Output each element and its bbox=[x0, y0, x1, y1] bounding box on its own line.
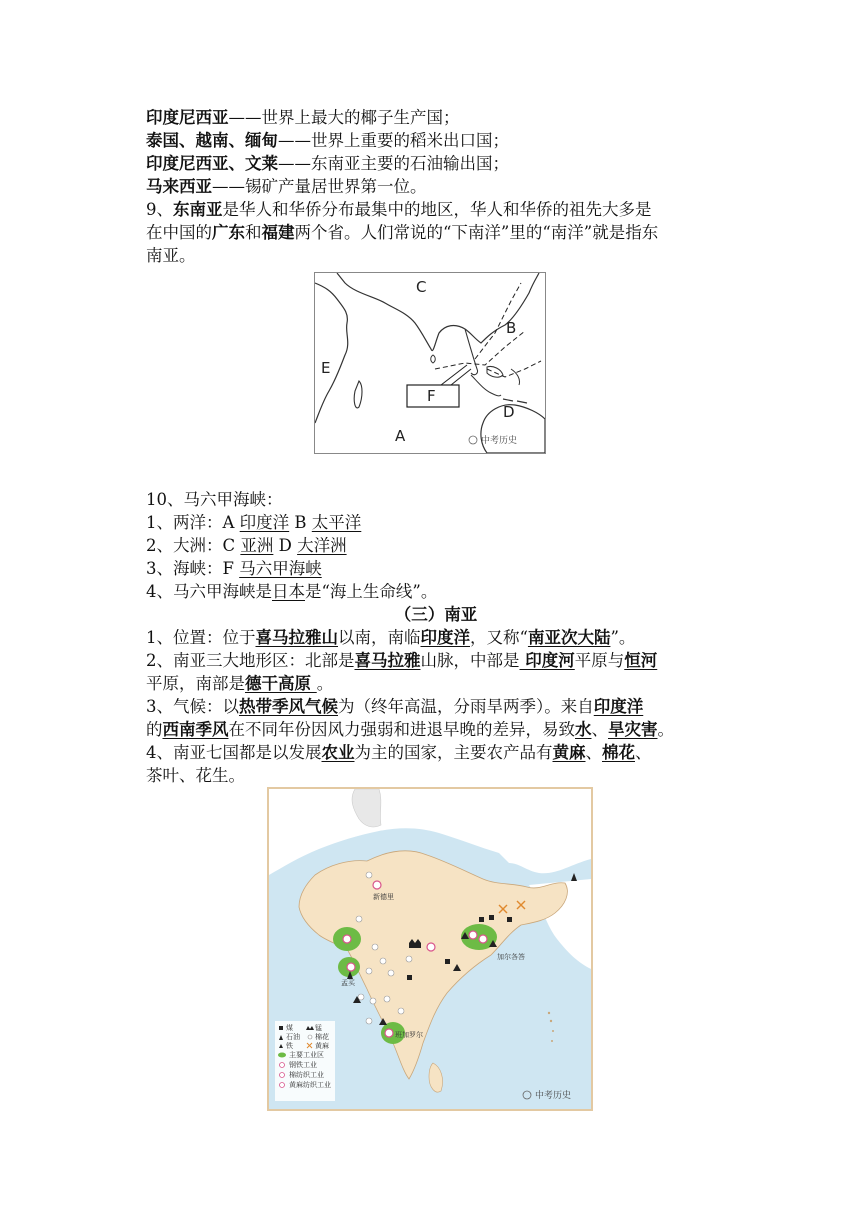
line-location: 1、位置：位于喜马拉雅山以南，南临印度洋，又称“南亚次大陆”。 bbox=[146, 628, 636, 647]
line-coconut: 印度尼西亚——世界上最大的椰子生产国； bbox=[146, 108, 460, 127]
line-continents: 2、大洲：C 亚洲 D 大洋洲 bbox=[146, 536, 347, 555]
line-overseas-1: 9、东南亚是华人和华侨分布最集中的地区，华人和华侨的祖先大多是 bbox=[146, 200, 652, 219]
section-title-south-asia: （三）南亚 bbox=[394, 605, 478, 624]
svg-text:煤: 煤 bbox=[286, 1024, 293, 1032]
line-tin: 马来西亚——锡矿产量居世界第一位。 bbox=[146, 177, 427, 196]
city-bangalore: 班加罗尔 bbox=[395, 1031, 423, 1039]
label-e: E bbox=[321, 359, 331, 377]
line-strait: 3、海峡：F 马六甲海峡 bbox=[146, 559, 322, 578]
line-overseas-2: 在中国的广东和福建两个省。人们常说的“下南洋”里的“南洋”就是指东 bbox=[146, 223, 659, 242]
line-terrain-1: 2、南亚三大地形区：北部是喜马拉雅山脉，中部是 印度河平原与恒河 bbox=[146, 651, 658, 670]
city-mumbai: 孟买 bbox=[341, 979, 355, 987]
map-legend bbox=[275, 1021, 335, 1101]
line-agriculture-2: 茶叶、花生。 bbox=[146, 766, 245, 785]
label-b: B bbox=[506, 319, 517, 337]
line-rice: 泰国、越南、缅甸——世界上重要的稻米出口国； bbox=[146, 131, 509, 150]
line-lifeline: 4、马六甲海峡是日本是“海上生命线”。 bbox=[146, 582, 438, 601]
label-c: C bbox=[416, 278, 427, 296]
line-terrain-2: 平原，南部是德干高原 。 bbox=[146, 674, 334, 693]
svg-text:锰: 锰 bbox=[315, 1024, 322, 1032]
wechat-icon bbox=[469, 436, 477, 444]
svg-text:主要工业区: 主要工业区 bbox=[289, 1051, 324, 1059]
map2-watermark: 中考历史 bbox=[535, 1091, 572, 1101]
svg-text:黄麻: 黄麻 bbox=[315, 1042, 329, 1050]
line-overseas-3: 南亚。 bbox=[146, 246, 196, 265]
label-d: D bbox=[503, 403, 515, 421]
line-climate-1: 3、气候：以热带季风气候为（终年高温，分雨旱两季）。来自印度洋 bbox=[146, 697, 644, 716]
label-f: F bbox=[427, 387, 436, 405]
svg-text:黄麻纺织工业: 黄麻纺织工业 bbox=[289, 1081, 331, 1089]
label-a: A bbox=[395, 427, 406, 445]
city-kolkata: 加尔各答 bbox=[497, 953, 525, 961]
svg-text:石油: 石油 bbox=[286, 1033, 300, 1041]
malacca-map-svg bbox=[315, 273, 545, 453]
line-agriculture-1: 4、南亚七国都是以发展农业为主的国家，主要农产品有黄麻、棉花、 bbox=[146, 743, 652, 762]
svg-text:铁: 铁 bbox=[286, 1042, 293, 1050]
svg-text:棉纺织工业: 棉纺织工业 bbox=[289, 1071, 324, 1079]
city-delhi: 新德里 bbox=[373, 893, 394, 901]
india-resource-map bbox=[267, 787, 593, 1111]
svg-text:钢铁工业: 钢铁工业 bbox=[289, 1061, 317, 1069]
line-malacca-title: 10、马六甲海峡： bbox=[146, 490, 283, 509]
line-climate-2: 的西南季风在不同年份因风力强弱和进退早晚的差异，易致水、旱灾害。 bbox=[146, 720, 674, 739]
line-oceans: 1、两洋：A 印度洋 B 太平洋 bbox=[146, 513, 362, 532]
line-oil: 印度尼西亚、文莱——东南亚主要的石油输出国； bbox=[146, 154, 509, 173]
map1-watermark: 中考历史 bbox=[481, 436, 518, 446]
india-map-svg bbox=[269, 789, 591, 1109]
svg-text:棉花: 棉花 bbox=[315, 1033, 329, 1041]
malacca-map bbox=[314, 272, 546, 454]
